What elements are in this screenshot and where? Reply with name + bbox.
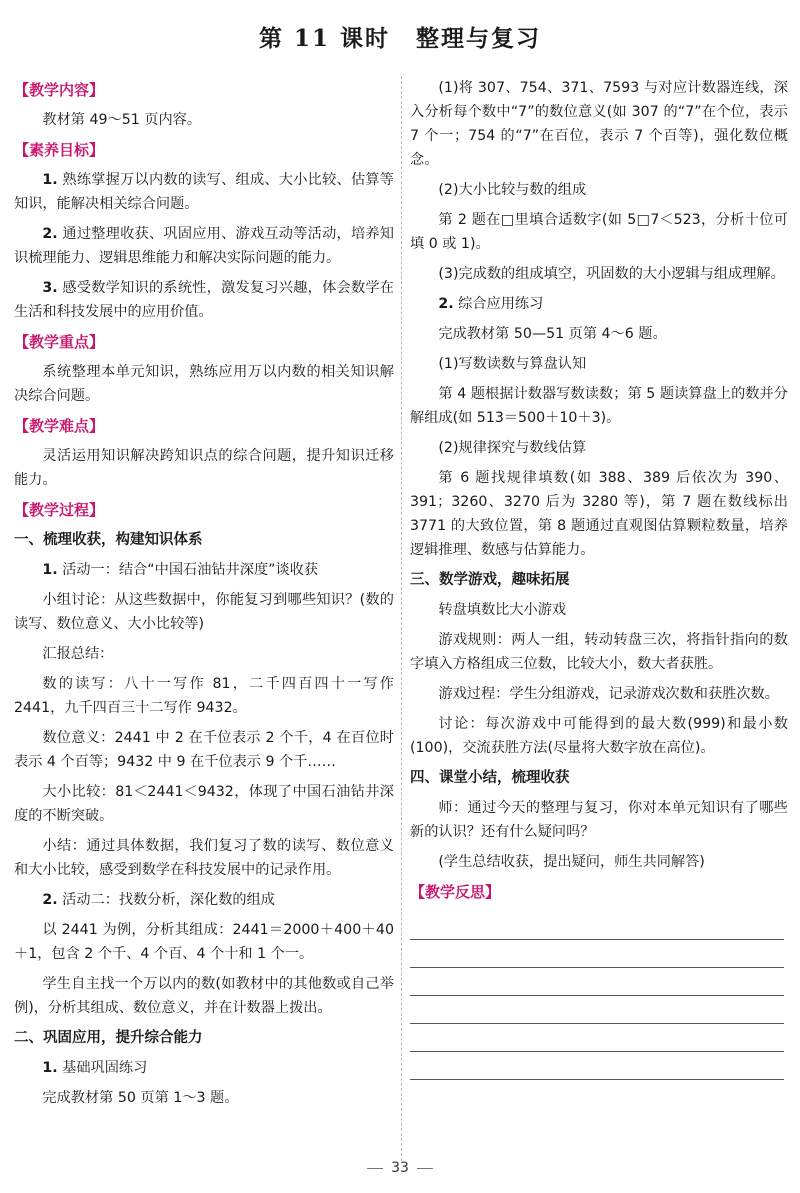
game-process: 游戏过程：学生分组游戏，记录游戏次数和获胜次数。 xyxy=(438,686,779,702)
heading-teaching-content: 【教学内容】 xyxy=(14,81,105,99)
activity-2: 2. 活动二：找数分析，深化数的组成 xyxy=(42,892,275,908)
right-column xyxy=(410,76,788,1080)
exercise-3: (3)完成数的组成填空，巩固数的大小逻辑与组成理解。 xyxy=(438,266,785,282)
writing-line[interactable] xyxy=(410,968,784,996)
heading-reflection: 【教学反思】 xyxy=(410,883,501,901)
size-comparison: 大小比较：81＜2441＜9432，体现了中国石油钻井深度的不断突破。 xyxy=(14,784,394,824)
summary: 小结：通过具体数据，我们复习了数的读写、数位意义和大小比较，感受到数学在科技发展中的记录作用。 xyxy=(14,838,394,878)
comprehensive-practice: 2. 综合应用练习 xyxy=(438,296,544,312)
writing-line[interactable] xyxy=(410,1052,784,1080)
section-4-title: 四、课堂小结，梳理收获 xyxy=(410,770,570,786)
lesson-topic: 整理与复习 xyxy=(416,25,542,52)
difficulties-text: 灵活运用知识解决跨知识点的综合问题，提升知识迁移能力。 xyxy=(14,448,394,488)
game-title: 转盘填数比大小游戏 xyxy=(438,602,567,618)
page-footer xyxy=(0,1160,800,1176)
heading-goals: 【素养目标】 xyxy=(14,141,105,159)
abacus-title: (1)写数读数与算盘认知 xyxy=(438,356,587,372)
reading-writing: 数的读写：八十一写作 81，二千四百四十一写作 2441，九千四百三十二写作 9432。 xyxy=(14,676,394,716)
heading-key-points: 【教学重点】 xyxy=(14,333,105,351)
heading-process: 【教学过程】 xyxy=(14,501,105,519)
reflection-writing-area[interactable] xyxy=(410,912,788,1080)
pattern-title: (2)规律探究与数线估算 xyxy=(438,440,587,456)
key-points-text: 系统整理本单元知识，熟练应用万以内数的相关知识解决综合问题。 xyxy=(14,364,394,404)
page-title xyxy=(0,20,800,53)
exercise-2-text: 第 2 题在□里填合适数字(如 5□7＜523，分析十位可填 0 或 1)。 xyxy=(410,212,788,252)
content-text: 教材第 49～51 页内容。 xyxy=(42,112,202,128)
section-3-title: 三、数学游戏，趣味拓展 xyxy=(410,572,570,588)
basic-practice: 1. 基础巩固练习 xyxy=(42,1060,148,1076)
activity-1: 1. 活动一：结合“中国石油钻井深度”谈收获 xyxy=(42,562,319,578)
exercise-2-title: (2)大小比较与数的组成 xyxy=(438,182,587,198)
game-discussion: 讨论：每次游戏中可能得到的最大数(999)和最小数(100)，交流获胜方法(尽量将大数字放在高位)。 xyxy=(410,716,788,756)
abacus-text: 第 4 题根据计数器写数读数；第 5 题读算盘上的数并分解组成(如 513＝500＋10＋3)。 xyxy=(410,386,788,426)
goal-2: 2. 通过整理收获、巩固应用、游戏互动等活动，培养知识梳理能力、逻辑思维能力和解决实际问题的能力。 xyxy=(14,226,394,266)
teacher-question: 师：通过今天的整理与复习，你对本单元知识有了哪些新的认识？还有什么疑问吗？ xyxy=(410,800,788,840)
basic-practice-text: 完成教材第 50 页第 1～3 题。 xyxy=(42,1090,239,1106)
writing-line[interactable] xyxy=(410,912,784,940)
footer-dash-right xyxy=(417,1168,433,1169)
student-response: (学生总结收获，提出疑问，师生共同解答) xyxy=(438,854,705,870)
column-divider xyxy=(401,76,402,1161)
comprehensive-text: 完成教材第 50—51 页第 4～6 题。 xyxy=(438,326,667,342)
composition-example: 以 2441 为例，分析其组成：2441＝2000＋400＋40＋1，包含 2 个千、4 个百、4 个十和 1 个一。 xyxy=(14,922,394,962)
report-summary: 汇报总结： xyxy=(42,646,114,662)
lesson-number: 第 11 课时 xyxy=(258,25,391,52)
group-discussion: 小组讨论：从这些数据中，你能复习到哪些知识？(数的读写、数位意义、大小比较等) xyxy=(14,592,394,632)
game-rules: 游戏规则：两人一组，转动转盘三次，将指针指向的数字填入方格组成三位数，比较大小，数大者获胜。 xyxy=(410,632,788,672)
self-find-number: 学生自主找一个万以内的数(如教材中的其他数或自己举例)，分析其组成、数位意义，并在计数器上拨出。 xyxy=(14,976,394,1016)
section-2-title: 二、巩固应用，提升综合能力 xyxy=(14,1030,203,1046)
writing-line[interactable] xyxy=(410,996,784,1024)
left-column xyxy=(14,76,394,1116)
pattern-text: 第 6 题找规律填数(如 388、389 后依次为 390、391；3260、3270 后为 3280 等)，第 7 题在数线标出 3771 的大致位置，第 8 题通过直观图估算颗粒数量，培养逻辑推理、数感与估算能力。 xyxy=(410,470,788,558)
goal-1: 1. 熟练掌握万以内数的读写、组成、大小比较、估算等知识，能解决相关综合问题。 xyxy=(14,172,394,212)
page-number: 33 xyxy=(391,1160,409,1176)
footer-dash-left xyxy=(367,1168,383,1169)
writing-line[interactable] xyxy=(410,1024,784,1052)
place-value: 数位意义：2441 中 2 在千位表示 2 个千，4 在百位时表示 4 个百等；9432 中 9 在千位表示 9 个千…… xyxy=(14,730,394,770)
goal-3: 3. 感受数学知识的系统性，激发复习兴趣，体会数学在生活和科技发展中的应用价值。 xyxy=(14,280,394,320)
section-1-title: 一、梳理收获，构建知识体系 xyxy=(14,532,203,548)
writing-line[interactable] xyxy=(410,940,784,968)
heading-difficulties: 【教学难点】 xyxy=(14,417,105,435)
exercise-1: (1)将 307、754、371、7593 与对应计数器连线，深入分析每个数中“7”的数位意义(如 307 的“7”在个位，表示 7 个一；754 的“7”在百位，表示 7 个百等)，强化数位概念。 xyxy=(410,80,788,168)
